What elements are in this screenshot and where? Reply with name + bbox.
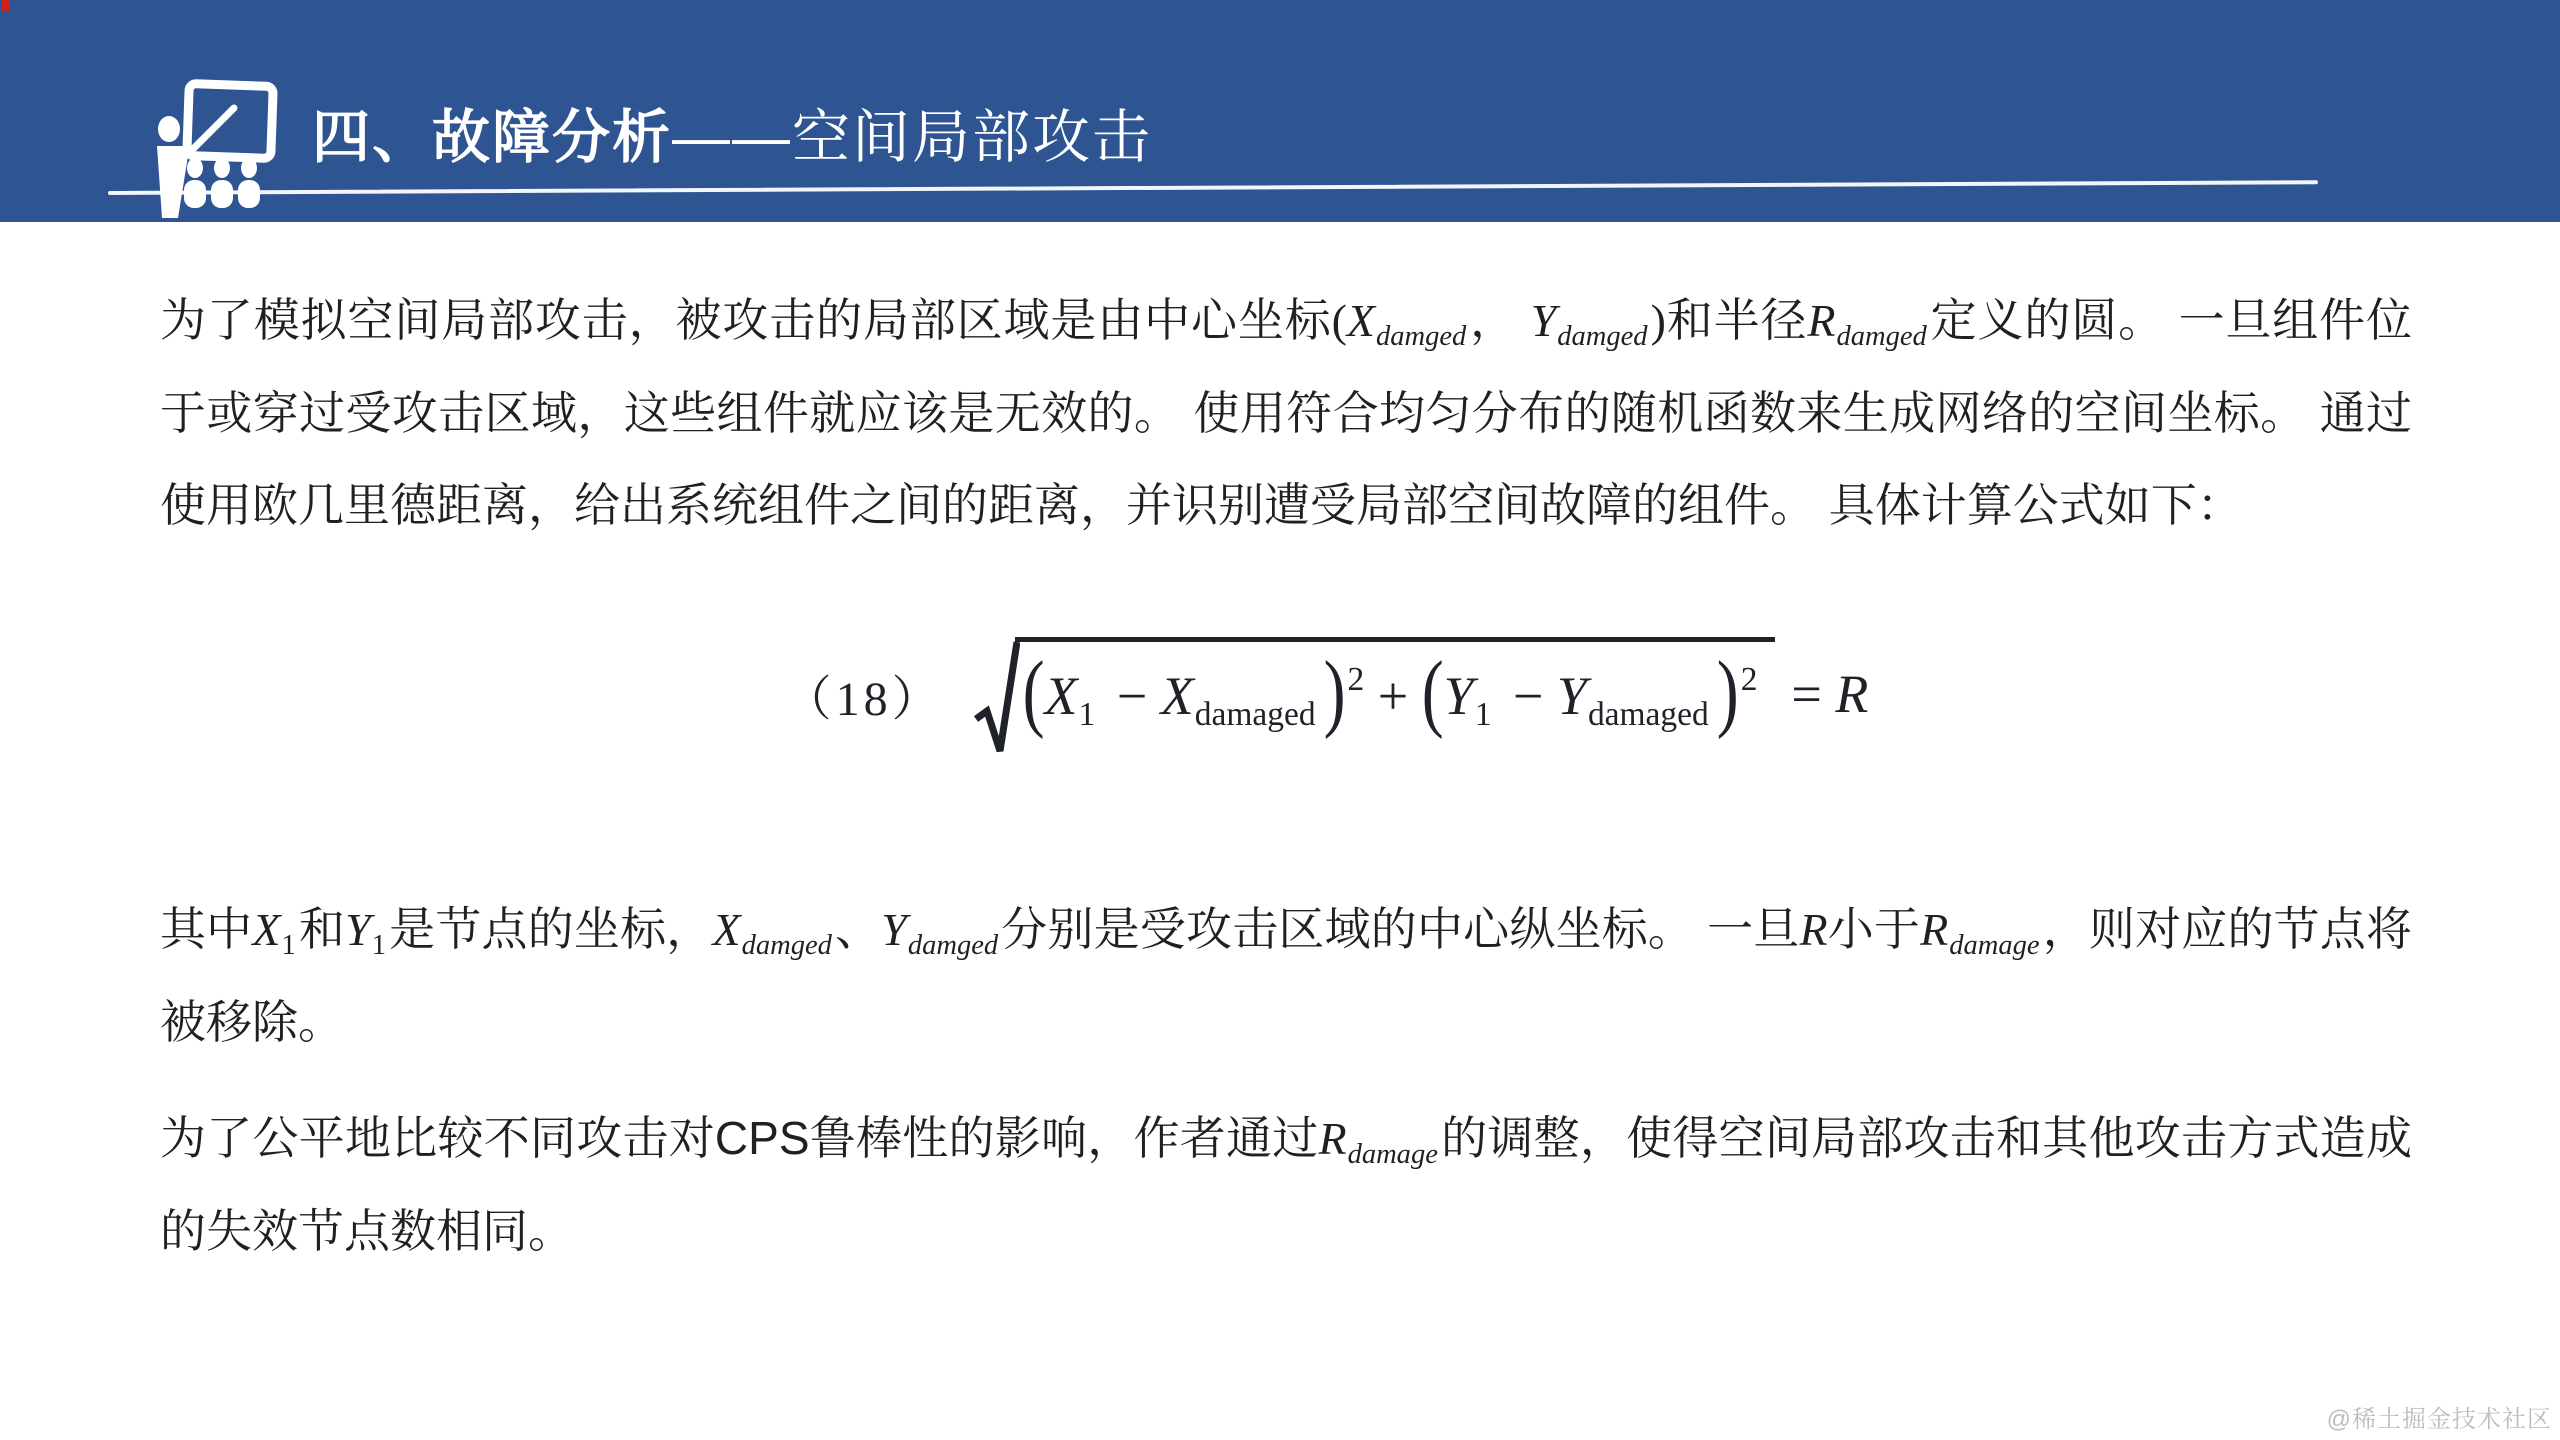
run-p2: 2 (1347, 660, 1365, 698)
run-v: Y (1530, 295, 1557, 346)
paragraph-fair-comparison (160, 1092, 2412, 1277)
equation-number: （18） (783, 672, 944, 726)
square-root-expression (974, 637, 1776, 759)
run-s: 1 (281, 930, 296, 962)
run-s: damaged (1587, 695, 1709, 733)
run-t: 和半径 (1665, 294, 1808, 346)
run-si: damged (741, 930, 832, 962)
red-corner-mark (2, 0, 9, 11)
run-t: 为了模拟空间局部攻击，被攻击的局部区域是由中心坐标 (160, 294, 1332, 346)
equation-18 (200, 637, 2452, 759)
run-v: Y (1443, 666, 1474, 726)
run-bp: ( (1022, 644, 1045, 741)
run-si: damged (1557, 321, 1648, 353)
run-bp: ) (1323, 644, 1346, 741)
watermark: @稀土掘金技术社区 (2326, 1406, 2552, 1433)
run-m: − (1103, 666, 1161, 726)
run-t: 分别是受攻击区域的中心纵坐标。 一旦 (1001, 903, 1800, 955)
run-v: R (1318, 1113, 1347, 1164)
run-v: R (1920, 904, 1949, 955)
run-m: + (1364, 666, 1422, 726)
page-title-section: 四、故障分析 (312, 105, 673, 170)
run-t: 和 (298, 903, 346, 955)
run-v: X (1346, 295, 1376, 346)
run-m: − (1499, 666, 1557, 726)
run-s: 1 (1078, 695, 1096, 733)
page-title (312, 106, 1152, 170)
run-t: 其中 (160, 903, 253, 955)
run-t: 定义的圆。 一旦组件位于或穿过受攻击区域，这些组件就应该是无效的。 使用符合均匀分布的随机函数来生成网络的空间坐标。 通过使用欧几里德距离，给出系统组件之间的距离，并识别遭受局部空间故障的组件。 具体计算公式如下： (160, 294, 2413, 531)
run-v: X (252, 904, 281, 955)
run-v: Y (881, 904, 907, 955)
run-v: Y (345, 904, 371, 955)
run-bp: ( (1421, 644, 1444, 741)
presenter-board-icon (148, 78, 280, 220)
radicand (1015, 637, 1776, 741)
run-v: Y (1556, 666, 1587, 726)
page-title-subtopic: ——空间局部攻击 (672, 105, 1153, 170)
radical-sign-icon (974, 637, 1020, 759)
run-v: X (1160, 666, 1194, 726)
run-v: R (1835, 664, 1869, 724)
run-v: X (1044, 666, 1078, 726)
run-bp: ) (1716, 644, 1739, 741)
run-t: ， (1469, 294, 1531, 346)
run-m: ) (1650, 295, 1666, 346)
run-v: X (712, 904, 741, 955)
slide-body (0, 222, 2560, 1277)
run-si: damage (1949, 930, 2040, 962)
run-s: damaged (1194, 695, 1316, 733)
run-v: R (1799, 904, 1828, 955)
paragraph-attack-definition (160, 274, 2412, 551)
title-underline (108, 180, 2318, 195)
slide-header (0, 0, 2560, 222)
run-t: 的调整，使得空间局部攻击和其他攻击方式造成的失效节点数相同。 (160, 1112, 2413, 1257)
run-s: 1 (1474, 695, 1492, 733)
run-si: damged (1376, 321, 1467, 353)
run-si: damage (1347, 1139, 1438, 1171)
run-si: damged (1836, 321, 1927, 353)
run-p2: 2 (1740, 660, 1758, 698)
paragraph-variable-explanation (160, 883, 2412, 1068)
run-m: = (1791, 664, 1836, 724)
equation-rhs (1791, 663, 1868, 725)
run-t: ，则对应的节点将被移除。 (160, 903, 2413, 1048)
run-t: 为了公平地比较不同攻击对CPS鲁棒性的影响，作者通过 (160, 1112, 1319, 1164)
run-m: ( (1331, 295, 1347, 346)
run-t: 、 (834, 903, 882, 955)
run-si: damged (907, 930, 999, 962)
run-t: 小于 (1827, 903, 1921, 955)
run-s: 1 (371, 930, 386, 962)
run-t: 是节点的坐标， (388, 903, 713, 955)
run-v: R (1807, 295, 1836, 346)
